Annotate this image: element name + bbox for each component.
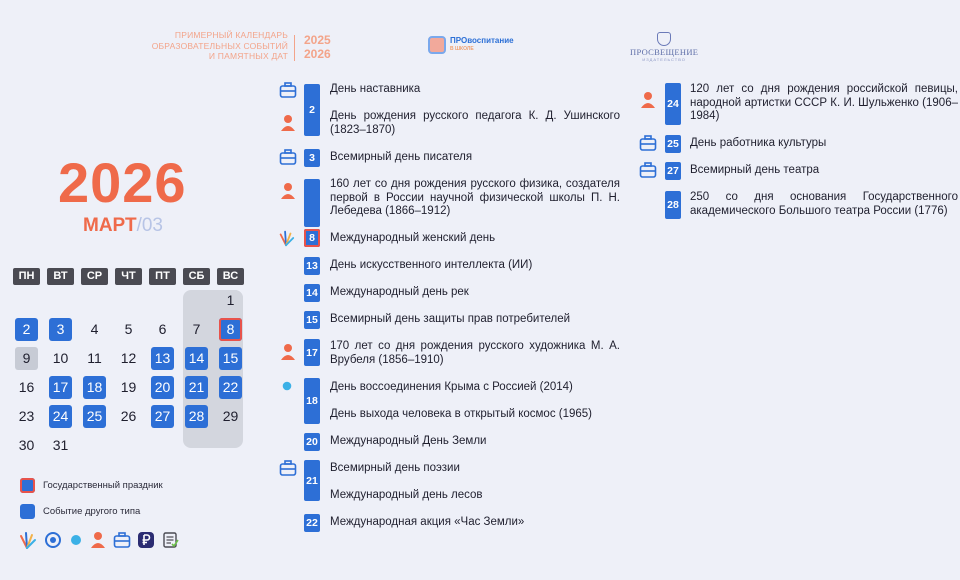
calendar-day: 1 <box>226 292 235 308</box>
year-title: 2026 <box>58 151 187 214</box>
calendar-day: 11 <box>87 350 102 366</box>
firework-icon <box>17 530 37 550</box>
legend-state-swatch <box>20 478 35 493</box>
briefcase-icon <box>639 134 657 152</box>
calendar-day: 19 <box>120 379 137 395</box>
event-22-earth-hour: Международная акция «Час Земли» <box>330 516 525 528</box>
calendar-day: 10 <box>52 350 69 366</box>
calendar-day: 24 <box>49 405 72 428</box>
prosveshchenie-logo <box>630 32 698 62</box>
calendar-day: 27 <box>151 405 174 428</box>
event-date-3: 3 <box>304 149 320 167</box>
prosveshchenie-logo-text: ПРОСВЕЩЕНИЕ <box>630 47 699 57</box>
weekday-header: ПТ <box>149 268 176 285</box>
calendar-day: 3 <box>49 318 72 341</box>
person-icon <box>639 91 657 109</box>
event-5-lebedev: 160 лет со дня рождения русского физика, создателя первой в России научной физической школы П. Н. Лебедева (1866–1912) <box>330 178 620 217</box>
subtitle-line-2: ОБРАЗОВАТЕЛЬНЫХ СОБЫТИЙ <box>151 40 288 51</box>
weekday-header: СБ <box>183 268 210 285</box>
briefcase-icon <box>279 459 297 477</box>
event-date-22: 22 <box>304 514 320 532</box>
legend-other-event <box>20 504 140 519</box>
calendar-day: 26 <box>120 408 137 424</box>
event-25-culture-workers: День работника культуры <box>690 137 827 149</box>
event-8-womens-day: Международный женский день <box>330 232 496 244</box>
event-date-2: 2 <box>304 84 320 136</box>
legend-state-holiday <box>20 478 163 493</box>
provospitanie-logo-icon <box>428 36 446 54</box>
event-15-consumer-rights: Всемирный день защиты прав потребителей <box>330 313 571 325</box>
calendar-day: 21 <box>185 376 208 399</box>
event-date-5-bar <box>304 179 320 227</box>
briefcase-icon <box>279 81 297 99</box>
event-28-bolshoi: 250 со дня основания Государственного академического Большого театра России (1776) <box>690 191 958 217</box>
event-date-18: 18 <box>304 378 320 424</box>
calendar-day: 30 <box>18 437 35 453</box>
event-date-14: 14 <box>304 284 320 302</box>
calendar-day: 17 <box>49 376 72 399</box>
event-date-25: 25 <box>665 135 681 153</box>
calendar-day: 22 <box>219 376 242 399</box>
calendar-day: 9 <box>15 347 38 370</box>
calendar-day: 16 <box>18 379 35 395</box>
weekday-header: СР <box>81 268 108 285</box>
header-divider <box>294 35 295 61</box>
prosveshchenie-emblem-icon <box>657 32 671 46</box>
calendar-day: 29 <box>222 408 239 424</box>
event-date-24: 24 <box>665 83 681 125</box>
event-date-21: 21 <box>304 460 320 501</box>
event-date-28: 28 <box>665 191 681 219</box>
prosveshchenie-logo-subtext: ИЗДАТЕЛЬСТВО <box>642 57 686 62</box>
briefcase-icon <box>639 161 657 179</box>
provospitanie-logo <box>428 36 514 54</box>
event-18-spacewalk: День выхода человека в открытый космос (1965) <box>330 408 593 420</box>
person-icon <box>279 343 297 361</box>
event-13-ai-day: День искусственного интеллекта (ИИ) <box>330 259 533 271</box>
calendar-day: 5 <box>124 321 133 337</box>
ruble-icon <box>137 531 155 549</box>
weekday-header: ЧТ <box>115 268 142 285</box>
academic-years <box>304 33 331 61</box>
calendar-day: 18 <box>83 376 106 399</box>
person-icon <box>89 531 107 549</box>
subtitle-line-1: ПРИМЕРНЫЙ КАЛЕНДАРЬ <box>174 30 288 40</box>
event-date-17: 17 <box>304 339 320 366</box>
person-icon <box>279 114 297 132</box>
calendar-day: 2 <box>15 318 38 341</box>
legend-other-label: Событие другого типа <box>43 506 141 517</box>
event-date-15: 15 <box>304 311 320 329</box>
document-icon <box>161 531 179 549</box>
dot-icon <box>281 380 293 392</box>
event-21-poetry: Всемирный день поэзии <box>330 462 460 474</box>
event-date-27: 27 <box>665 162 681 180</box>
calendar-subtitle <box>140 30 288 62</box>
event-date-13: 13 <box>304 257 320 275</box>
provospitanie-logo-subtext: В ШКОЛЕ <box>450 46 474 52</box>
calendar-day: 28 <box>185 405 208 428</box>
calendar-day: 14 <box>185 347 208 370</box>
calendar-day: 8 <box>219 318 242 341</box>
month-name: МАРТ <box>83 215 137 236</box>
dot-icon <box>69 533 83 547</box>
year-start: 2025 <box>304 33 331 47</box>
event-27-theatre-day: Всемирный день театра <box>690 164 820 176</box>
calendar-day: 6 <box>158 321 167 337</box>
event-date-8: 8 <box>304 229 320 247</box>
event-24-shulzhenko: 120 лет со дня рождения российской певицы, народной артистки СССР К. И. Шульженко (1906–1984) <box>690 83 958 122</box>
provospitanie-logo-text: ПРОвоспитание <box>450 36 514 45</box>
event-1-mentor-day: День наставника <box>330 83 421 95</box>
event-date-20: 20 <box>304 433 320 451</box>
event-21-forests: Международный день лесов <box>330 489 483 501</box>
subtitle-line-3: И ПАМЯТНЫХ ДАТ <box>208 51 288 61</box>
event-17-vrubel: 170 лет со дня рождения русского художника М. А. Врубеля (1856–1910) <box>330 340 620 366</box>
calendar-day: 31 <box>52 437 69 453</box>
event-14-rivers-day: Международный день рек <box>330 286 469 298</box>
emblem-icon <box>43 530 63 550</box>
calendar-day: 23 <box>18 408 35 424</box>
event-3-writers-day: Всемирный день писателя <box>330 151 473 163</box>
weekday-header: ВТ <box>47 268 74 285</box>
month-number: /03 <box>136 215 163 236</box>
person-icon <box>279 182 297 200</box>
briefcase-icon <box>279 148 297 166</box>
weekday-header: ПН <box>13 268 40 285</box>
legend-state-label: Государственный праздник <box>43 480 163 491</box>
calendar-day: 7 <box>192 321 201 337</box>
calendar-day: 15 <box>219 347 242 370</box>
calendar-day: 4 <box>90 321 99 337</box>
event-18-crimea: День воссоединения Крыма с Россией (2014) <box>330 381 573 393</box>
event-2-ushinsky: День рождения русского педагога К. Д. Ушинского (1823–1870) <box>330 110 620 136</box>
legend-other-swatch <box>20 504 35 519</box>
calendar-day: 12 <box>120 350 137 366</box>
firework-icon <box>277 229 295 247</box>
event-type-icons <box>17 530 179 550</box>
calendar-day: 13 <box>151 347 174 370</box>
calendar-day: 25 <box>83 405 106 428</box>
month-title <box>83 215 163 237</box>
briefcase-icon <box>113 531 131 549</box>
calendar-day: 20 <box>151 376 174 399</box>
event-20-earth-day: Международный День Земли <box>330 435 487 447</box>
weekday-header: ВС <box>217 268 244 285</box>
year-end: 2026 <box>304 47 331 61</box>
